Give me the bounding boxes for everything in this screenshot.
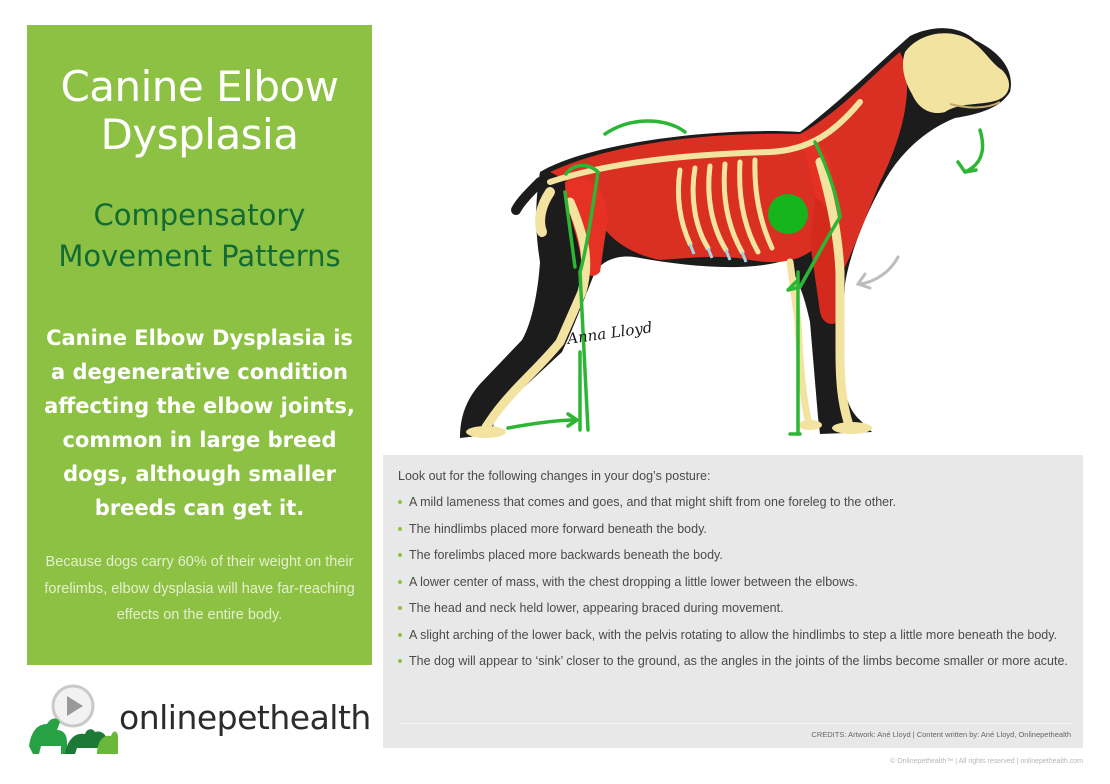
artist-signature: Anna Lloyd <box>566 318 654 348</box>
list-item: The head and neck held lower, appearing braced during movement. <box>398 598 1069 618</box>
posture-changes-box <box>383 455 1083 748</box>
page-title: Canine Elbow Dysplasia <box>60 62 339 159</box>
play-button-animals-logo-icon <box>27 684 119 756</box>
list-item: A mild lameness that comes and goes, and that might shift from one foreleg to the other. <box>398 492 1069 512</box>
title-panel <box>27 25 372 665</box>
weight-note: Because dogs carry 60% of their weight on their forelimbs, elbow dysplasia will have far-reaching effects on the entire body. <box>44 554 355 623</box>
list-item: A lower center of mass, with the chest dropping a little lower between the elbows. <box>398 572 1069 592</box>
brand-name: onlinepethealth <box>119 698 371 737</box>
list-item: The forelimbs placed more backwards beneath the body. <box>398 545 1069 565</box>
credits: CREDITS: Artwork: Ané Lloyd | Content written by: Ané Lloyd, Onlinepethealth <box>399 723 1071 739</box>
list-item: The hindlimbs placed more forward beneath the body. <box>398 519 1069 539</box>
footer-copyright: © Onlinepethealth™ | All rights reserved | onlinepethealth.com <box>890 758 1083 765</box>
page-subtitle: Compensatory Movement Patterns <box>58 198 341 273</box>
list-item: A slight arching of the lower back, with the pelvis rotating to allow the hindlimbs to step a little more beneath the body. <box>398 625 1069 645</box>
brand-logo[interactable] <box>27 684 377 756</box>
info-lead: Look out for the following changes in your dog’s posture: <box>398 469 711 483</box>
posture-changes-list <box>398 492 1069 671</box>
intro-text: Canine Elbow Dysplasia is a degenerative condition affecting the elbow joints, common in large breed dogs, although smaller breeds can get it. <box>44 326 355 520</box>
list-item: The dog will appear to ‘sink’ closer to the ground, as the angles in the joints of the limbs become smaller or more acute. <box>398 651 1069 671</box>
dog-anatomy-illustration-icon <box>390 22 1090 454</box>
